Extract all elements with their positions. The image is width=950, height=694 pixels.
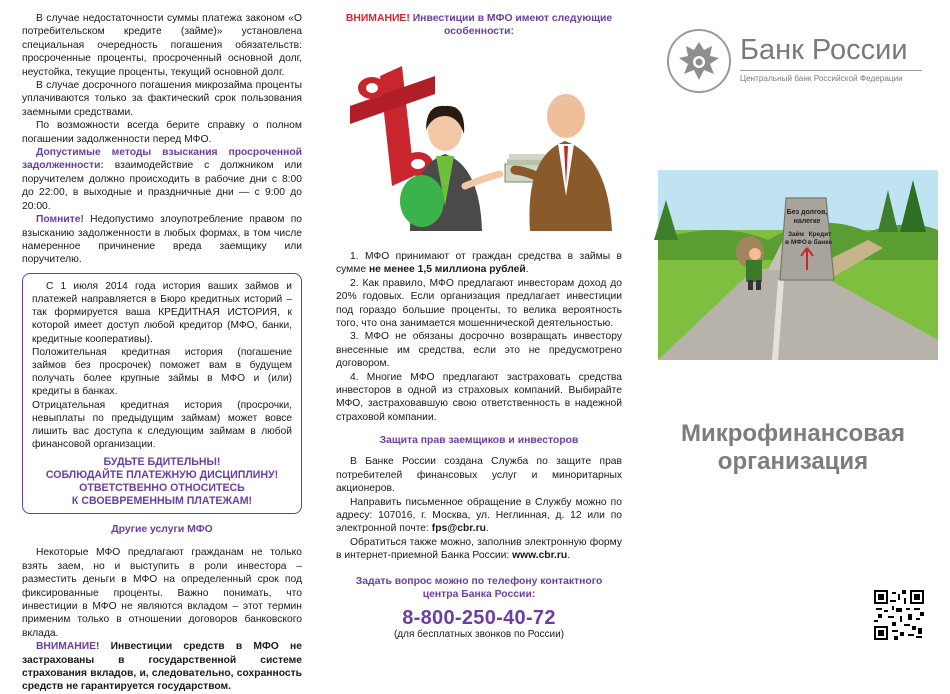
protection-paragraph-2: Направить письменное обращение в Службу можно по адресу: 107016, г. Москва, ул. Неглинная, д. 12 или по электронной почте: fps@cbr.ru. [336,496,622,535]
middle-panel [318,0,636,671]
bank-subtitle: Центральный банк Российской Федерации [740,74,903,83]
investment-features-header [336,12,622,38]
other-services-paragraph: Некоторые МФО предлагают гражданам не только взять заем, но и выступить в роли инвестора – разместить деньги в МФО на определенный срок под фиксированные проценты. Важно понимать, что инвестиции в МФО не являются вкладом – этот термин применим только в отношении договоров банковского вклада. [22,547,302,639]
credit-history-caps: КРЕДИТНАЯ ИСТОРИЯ [158,307,277,319]
double-eagle-icon [666,28,732,94]
credit-history-paragraph-3: Отрицательная кредитная история (просрочки, невыплаты по предыдущим займам) может вовсе лишить вас доступа к следующим займам в любой финансовой организации. [32,399,292,451]
other-services-title: Другие услуги МФО [111,524,213,536]
collection-methods-title: Допустимые методы взыскания просроченной задолженности: [22,147,302,172]
svg-text:налегке: налегке [793,218,821,225]
cover-panel [636,0,950,671]
credit-history-paragraph-2: Положительная кредитная история (погашение займов без просрочек) поможет вам в будущем получать более крупные займы в МФО и (или) кредиты в банках. [32,346,292,398]
qr-code[interactable] [874,590,924,640]
svg-text:%: % [354,224,355,225]
investment-features-title: Инвестиции в МФО имеют следующие особенности: [409,13,613,37]
investment-attention-label: ВНИМАНИЕ! [36,641,100,653]
investment-attention-text: Инвестиции средств в МФО не застрахованы в государственной системе страхования вкладов, и, следовательно, сохранность средств не гарантируется государством. [22,641,302,693]
investor-illustration [340,46,620,236]
early-repayment-paragraph: В случае досрочного погашения микрозайма проценты уплачиваются только за фактический срок пользования заемными средствами. [22,80,302,118]
svg-text:в банке: в банке [807,239,833,246]
bank-logo [666,22,936,102]
feature-item-3: 3. МФО не обязаны досрочно возвращать инвестору внесенные им средства, если это не предусмотрено договором. [336,331,622,370]
investment-features-warning: ВНИМАНИЕ! [345,13,410,24]
brochure-title: Микрофинансовая организация [681,420,905,475]
protection-paragraph-1: В Банке России создана Служба по защите прав потребителей финансовых услуг и миноритарных акционеров. [336,456,622,495]
remember-label: Помните! [36,214,84,226]
bank-divider [740,70,922,71]
collection-methods-paragraph [22,146,302,213]
hotline-phone[interactable]: 8-800-250-40-72 [402,606,556,629]
svg-text:в МФО: в МФО [785,239,807,246]
investment-attention-paragraph [22,640,302,694]
contact-center-label: Задать вопрос можно по телефону контактного центра Банка России: [355,575,603,600]
hotline-note: (для бесплатных звонков по России) [393,628,565,640]
remember-paragraph [22,213,302,267]
certificate-paragraph: По возможности всегда берите справку о полном погашении задолженности перед МФО. [22,120,302,145]
protection-title: Защита прав заемщиков и инвесторов [379,435,579,447]
website-link[interactable]: www.cbr.ru [512,550,568,562]
feature-item-4: 4. Многие МФО предлагают застраховать средства инвесторов в одной из страховых компаний. Выбирайте МФО, застраховавшую свою ответственность в надежной страховой компании. [336,371,622,423]
collection-methods-text: взаимодействие с должником или поручителем должно происходить в рабочие дни с 8:00 до 22:00, в выходные и праздничные дни — с 9:00 до 20:00. [22,160,302,212]
credit-history-box [22,273,302,515]
svg-text:Без долгов,: Без долгов, [786,209,828,216]
credit-history-paragraph-1: С 1 июля 2014 года история ваших займов и платежей направляется в Бюро кредитных историй – так формируется ваша КРЕДИТНАЯ ИСТОРИЯ, к которой имеет доступ любой кредитор (МФО, банки, кредитные кооперативы). [32,280,293,345]
crossroads-illustration [658,170,938,360]
remember-text: Недопустимо злоупотребление правом по взысканию задолженности в любых формах, в том числе намеренное причинение вреда заемщику или поручителю. [22,214,302,266]
email-link[interactable]: fps@cbr.ru [431,523,486,535]
svg-text:Заём: Заём [787,231,805,238]
feature-item-2: 2. Как правило, МФО предлагают инвесторам доход до 20% годовых. Если организация предлагает инвестиции под гораздо большие проценты, то велика вероятность того, что она занимается мошеннической деятельностью. [336,277,622,330]
left-panel [0,0,318,693]
bank-name: Банк России [740,34,908,66]
protection-paragraph-3: Обратиться также можно, заполнив электронную форму в интернет-приемной Банка России: www.cbr.ru. [336,536,622,562]
order-of-payment-paragraph: В случае недостаточности суммы платежа законом «О потребительском кредите (займе)» установлена специальная очередность погашения обязательств: просроченные проценты, просроченный основной долг, неустойка, текущие проценты, текущий основной долг. [22,13,302,78]
be-vigilant-warning: БУДЬТЕ БДИТЕЛЬНЫ! СОБЛЮДАЙТЕ ПЛАТЕЖНУЮ ДИСЦИПЛИНУ! ОТВЕТСТВЕННО ОТНОСИТЕСЬ К СВОЕВРЕМЕННЫМ ПЛАТЕЖАМ! [45,456,279,508]
min-amount: не менее 1,5 миллиона рублей [368,264,526,276]
feature-item-1: 1. МФО принимают от граждан средства в займы в сумме не менее 1,5 миллиона рублей. [336,251,622,276]
svg-text:Кредит: Кредит [808,231,832,238]
